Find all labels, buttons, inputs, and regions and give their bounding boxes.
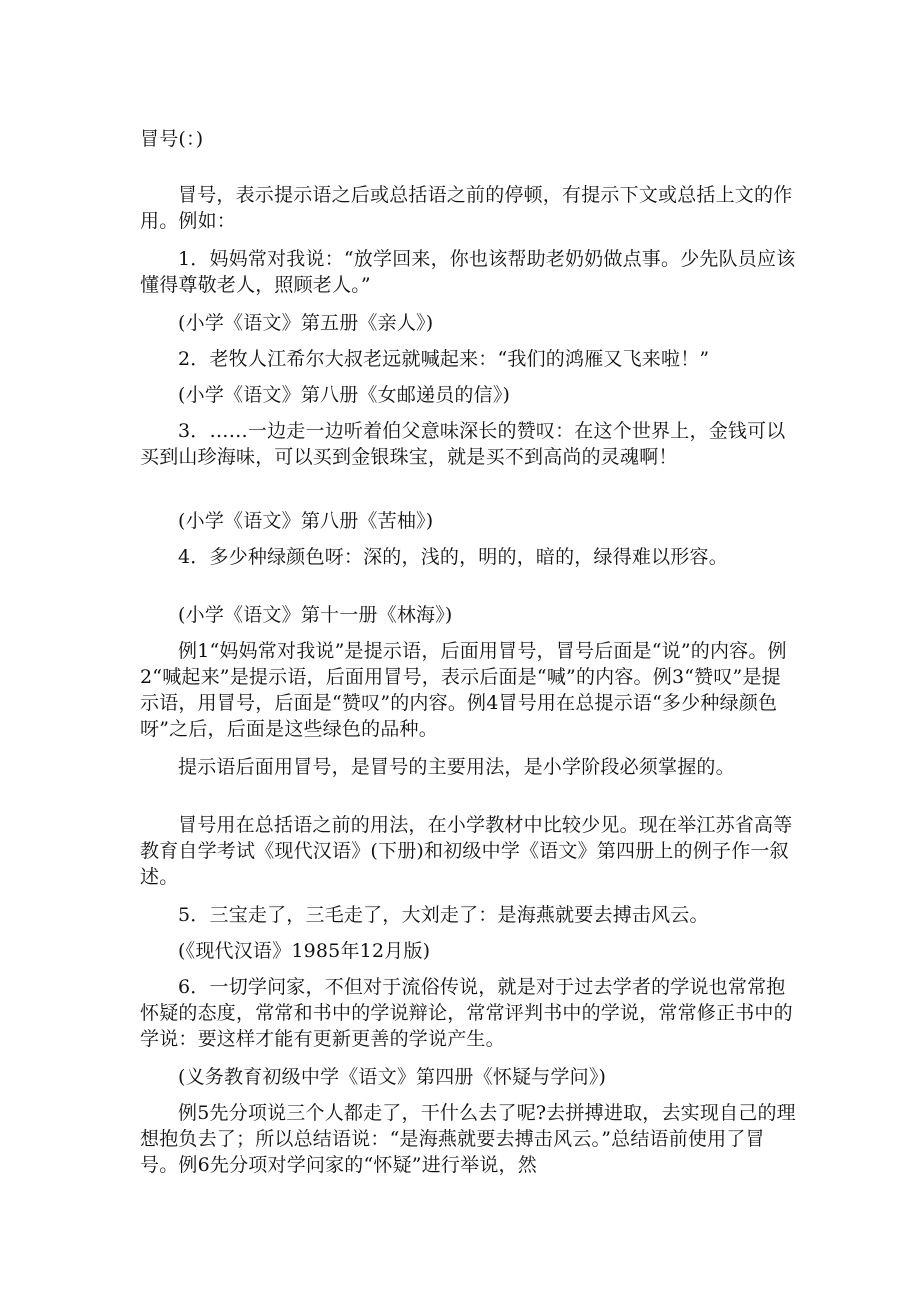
- example-3: 3．……一边走一边听着伯父意味深长的赞叹：在这个世界上，金钱可以买到山珍海味，可以买到金银珠宝，就是买不到高尚的灵魂啊！: [140, 420, 786, 468]
- source-6: (义务教育初级中学《语文》第四册《怀疑与学问》): [178, 1066, 607, 1088]
- source-2: (小学《语文》第八册《女邮递员的信》): [178, 384, 511, 406]
- example-2: 2．老牧人江希尔大叔老远就喊起来：“我们的鸿雁又飞来啦！”: [178, 348, 710, 370]
- paragraph-analysis-1-4: 例1“妈妈常对我说”是提示语，后面用冒号，冒号后面是“说”的内容。例2“喊起来”是提示语，后面用冒号，表示后面是“喊”的内容。例3“赞叹”是提示语，用冒号，后面是“赞叹”的内容。例4冒号用在总提示语“多少种绿颜色呀”之后，后面是这些绿色的品种。: [140, 640, 787, 740]
- example-6: 6．一切学问家，不但对于流俗传说，就是对于过去学者的学说也常常抱怀疑的态度，常常和书中的学说辩论，常常评判书中的学说，常常修正书中的学说：要这样才能有更新更善的学说产生。: [140, 976, 793, 1050]
- source-4: (小学《语文》第十一册《林海》): [178, 604, 453, 626]
- paragraph-main-usage: 提示语后面用冒号，是冒号的主要用法，是小学阶段必须掌握的。: [178, 756, 735, 778]
- paragraph-intro: 冒号，表示提示语之后或总括语之前的停顿，有提示下文或总括上文的作用。例如：: [140, 184, 793, 232]
- paragraph-analysis-5-6: 例5先分项说三个人都走了，干什么去了呢?去拼搏进取，去实现自己的理想抱负去了；所以总结语说：“是海燕就要去搏击风云。”总结语前使用了冒号。例6先分项对学问家的“怀疑”进行举说，然: [140, 1102, 796, 1176]
- source-1: (小学《语文》第五册《亲人》): [178, 312, 434, 334]
- example-5: 5．三宝走了，三毛走了，大刘走了：是海燕就要去搏击风云。: [178, 904, 709, 926]
- example-4: 4．多少种绿颜色呀：深的，浅的，明的，暗的，绿得难以形容。: [178, 546, 728, 568]
- source-5: (《现代汉语》1985年12月版): [178, 940, 431, 962]
- page-title: 冒号(：): [140, 128, 204, 150]
- paragraph-summary-usage: 冒号用在总括语之前的用法，在小学教材中比较少见。现在举江苏省高等教育自学考试《现代汉语》(下册)和初级中学《语文》第四册上的例子作一叙述。: [140, 814, 793, 888]
- source-3: (小学《语文》第八册《苦柚》): [178, 510, 434, 532]
- example-1: 1．妈妈常对我说：“放学回来，你也该帮助老奶奶做点事。少先队员应该懂得尊敬老人，照顾老人。”: [140, 248, 796, 296]
